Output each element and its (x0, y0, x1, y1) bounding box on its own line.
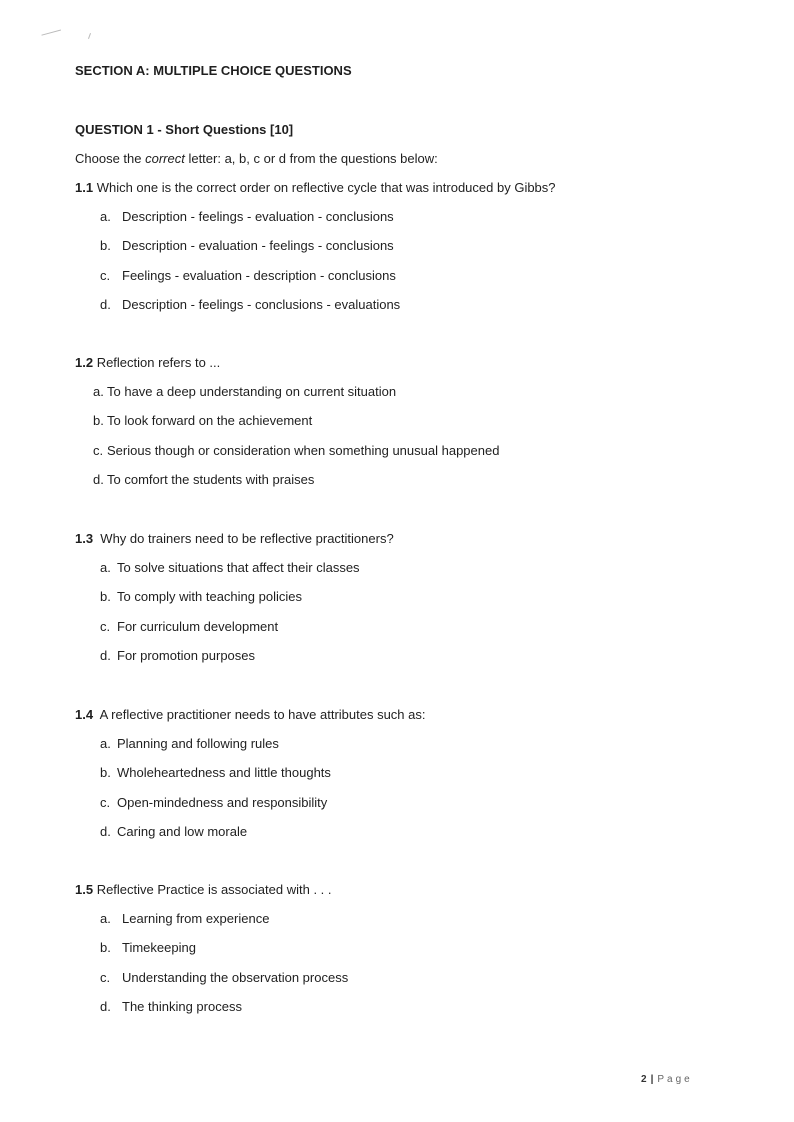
page-footer (641, 1074, 693, 1085)
option-text: To have a deep understanding on current situation (107, 384, 397, 399)
question-heading: QUESTION 1 - Short Questions [10] (75, 122, 294, 137)
option-letter: a. (93, 384, 104, 399)
option-letter: c. (100, 969, 111, 985)
option-letter: d. (100, 998, 111, 1014)
option-text: To comfort the students with praises (107, 471, 315, 487)
section-title: SECTION A: MULTIPLE CHOICE QUESTIONS (75, 63, 352, 78)
option-letter: d. (93, 471, 104, 487)
option-letter: d. (100, 296, 111, 312)
option-letter: b. (100, 589, 111, 605)
option-letter: b. (93, 413, 104, 429)
option-text: Caring and low morale (117, 823, 248, 839)
option-text: Wholeheartedness and little thoughts (117, 765, 331, 781)
option-text: Description - evaluation - feelings - conclusions (122, 238, 394, 254)
option-letter: d. (100, 823, 111, 839)
option-letter: c. (100, 618, 111, 634)
question-2 (75, 355, 220, 371)
option-text: Timekeeping (122, 940, 196, 956)
option-letter: a. (100, 209, 111, 224)
instruction-text: letter: a, b, c or d from the questions below: (184, 151, 438, 166)
option-text: Understanding the observation process (122, 969, 349, 985)
instruction-emphasis: correct (145, 151, 185, 166)
option-letter: b. (100, 940, 111, 956)
option-letter: b. (100, 765, 111, 781)
question-number: 1.5 (75, 882, 94, 897)
option-text: To comply with teaching policies (117, 589, 302, 605)
option-text: Planning and following rules (117, 736, 279, 751)
question-number: 1.4 (75, 707, 94, 722)
option-letter: a. (100, 736, 111, 751)
question-5 (75, 882, 332, 898)
option-text: Description - feelings - conclusions - evaluations (122, 296, 401, 312)
option-letter: d. (100, 647, 111, 663)
question-text: Which one is the correct order on reflective cycle that was introduced by Gibbs? (93, 180, 556, 195)
scan-mark (88, 33, 91, 39)
question-text: A reflective practitioner needs to have attributes such as: (93, 707, 426, 722)
scan-mark (41, 30, 62, 42)
option-text: To solve situations that affect their classes (117, 560, 360, 575)
page-separator: | (650, 1074, 654, 1085)
option-text: Description - feelings - evaluation - conclusions (122, 209, 394, 224)
option-text: For curriculum development (117, 618, 279, 634)
option-text: For promotion purposes (117, 647, 256, 663)
question-1 (75, 180, 556, 196)
option-text: Feelings - evaluation - description - conclusions (122, 267, 396, 283)
option-text: Learning from experience (122, 911, 270, 926)
question-3 (75, 531, 394, 547)
page-label: Page (657, 1074, 693, 1085)
option-letter: c. (100, 267, 111, 283)
page-number: 2 (641, 1074, 647, 1085)
option-text: The thinking process (122, 998, 242, 1014)
option-letter: b. (100, 238, 111, 254)
question-text: Why do trainers need to be reflective practitioners? (93, 531, 394, 546)
instruction (75, 151, 438, 167)
option-text: Serious though or consideration when something unusual happened (107, 442, 500, 458)
question-number: 1.3 (75, 531, 94, 546)
question-4 (75, 707, 426, 723)
instruction-text: Choose the (75, 151, 146, 166)
option-letter: a. (100, 560, 111, 575)
option-letter: c. (100, 794, 111, 810)
question-number: 1.1 (75, 180, 94, 195)
question-text: Reflection refers to ... (93, 355, 221, 370)
option-text: To look forward on the achievement (107, 413, 313, 429)
option-letter: c. (93, 442, 104, 458)
question-text: Reflective Practice is associated with . . . (93, 882, 332, 897)
option-letter: a. (100, 911, 111, 926)
option-text: Open-mindedness and responsibility (117, 794, 328, 810)
question-number: 1.2 (75, 355, 94, 370)
